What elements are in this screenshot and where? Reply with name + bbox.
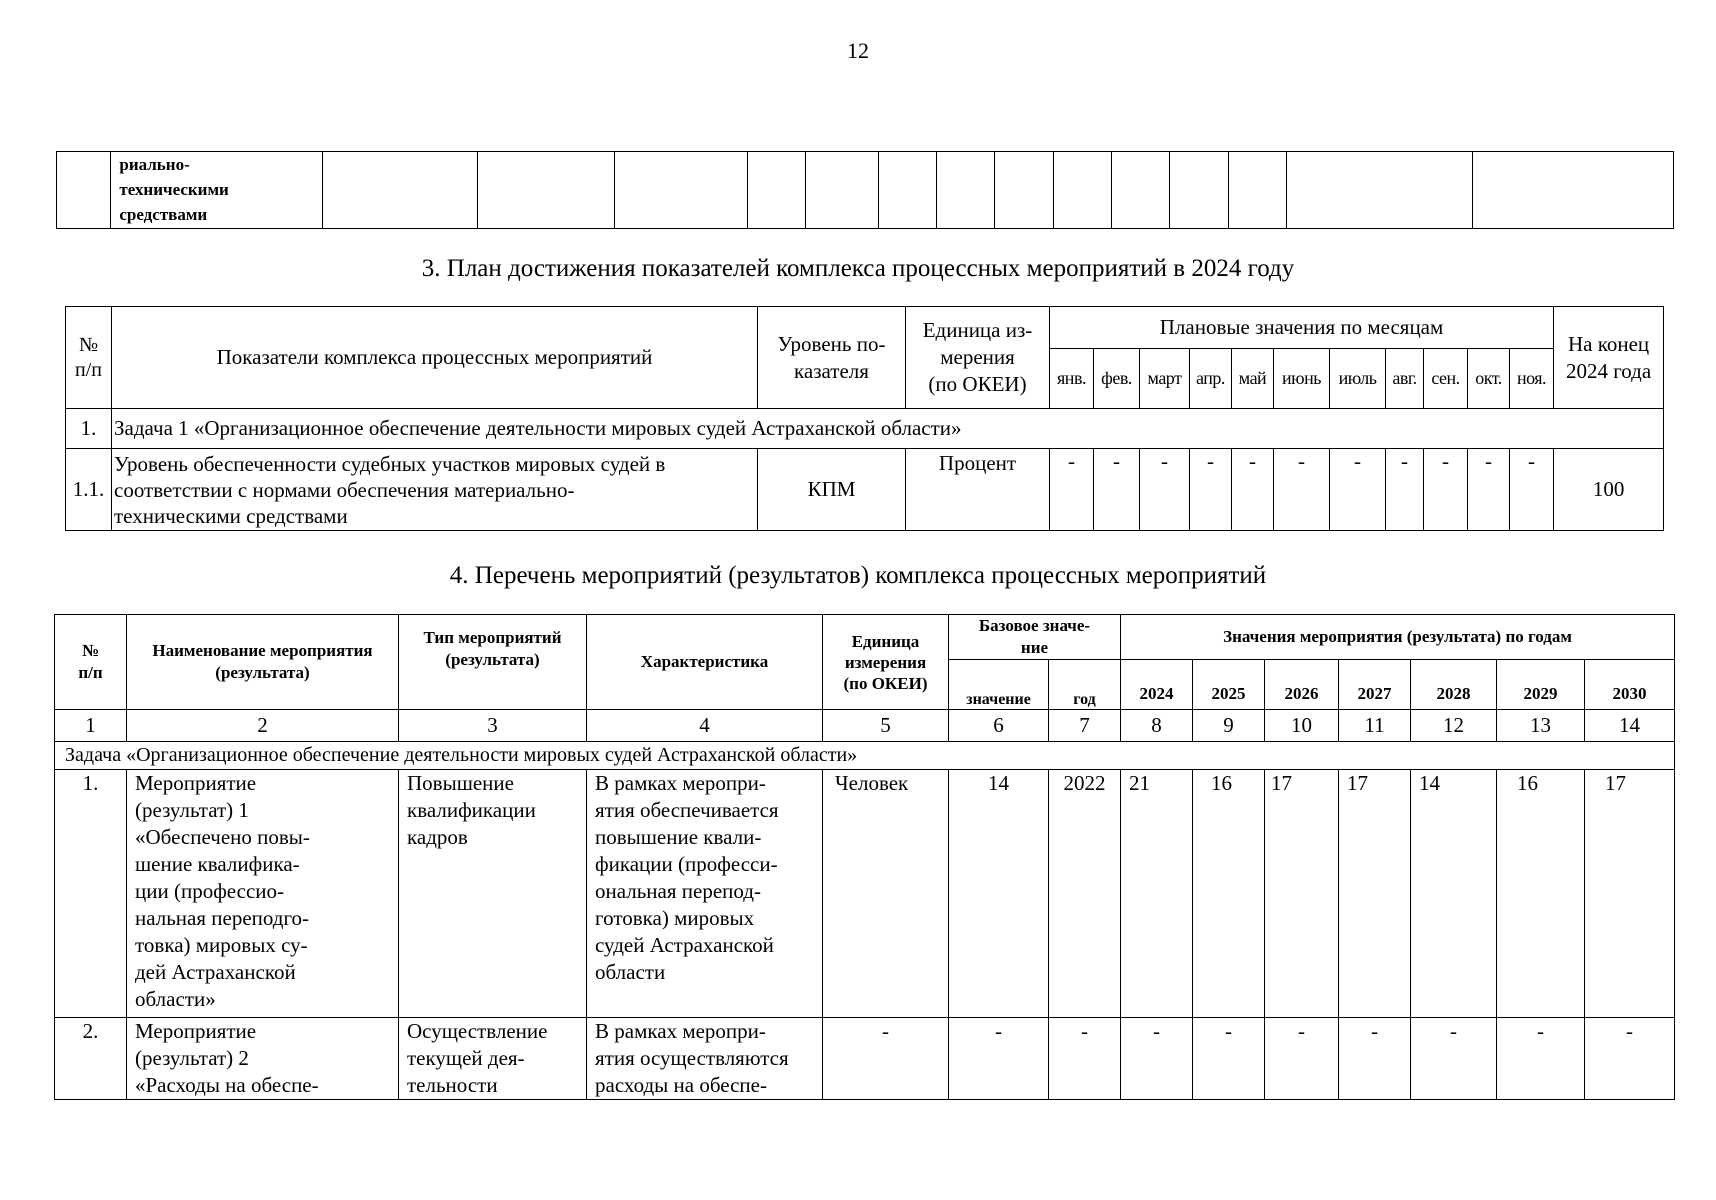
row-base-year: - <box>1049 1018 1121 1100</box>
row-characteristic: В рамках меропри- ятия осуществляются расходы на обеспе- <box>587 1018 823 1100</box>
row-value-2029: 16 <box>1497 770 1585 1018</box>
indicator-month-value: - <box>1094 449 1140 531</box>
indicator-month-value: - <box>1386 449 1424 531</box>
month-aug: авг. <box>1386 349 1424 409</box>
row-unit: Человек <box>823 770 949 1018</box>
row-value-2027: 17 <box>1339 770 1411 1018</box>
row-value-2024: 21 <box>1121 770 1193 1018</box>
s4-year-2028: 2028 <box>1411 660 1497 710</box>
column-number: 9 <box>1193 710 1265 742</box>
s4-task-text: Задача «Организационное обеспечение деятельности мировых судей Астраханской области» <box>55 742 1675 770</box>
row-value-2025: 16 <box>1193 770 1265 1018</box>
section4-table <box>54 614 1675 1100</box>
s4-header-values-by-year: Значения мероприятия (результата) по годам <box>1121 615 1675 660</box>
indicator-month-value: - <box>1190 449 1232 531</box>
indicator-month-value: - <box>1274 449 1330 531</box>
row-name: Мероприятие (результат) 2 «Расходы на обеспе- <box>127 1018 399 1100</box>
row-name: Мероприятие (результат) 1 «Обеспечено повы- шение квалифика- ции (профессио- нальная переподго- товка) мировых су- дей Астраханской области» <box>127 770 399 1018</box>
s4-header-base-year: год <box>1049 660 1121 710</box>
indicator-num: 1.1. <box>66 449 112 531</box>
row-value-2030: 17 <box>1585 770 1675 1018</box>
indicator-month-value: - <box>1510 449 1554 531</box>
indicator-month-value: - <box>1232 449 1274 531</box>
s4-header-num: № п/п <box>55 615 127 710</box>
row-num: 1. <box>55 770 127 1018</box>
s4-year-2026: 2026 <box>1265 660 1339 710</box>
table-row <box>55 1018 1675 1100</box>
s4-year-2027: 2027 <box>1339 660 1411 710</box>
indicator-level: КПМ <box>758 449 906 531</box>
row-num: 2. <box>55 1018 127 1100</box>
month-sep: сен. <box>1424 349 1468 409</box>
column-number: 11 <box>1339 710 1411 742</box>
header-year-end: На конец 2024 года <box>1554 307 1664 409</box>
row-characteristic: В рамках меропри- ятия обеспечивается повышение квали- фикации (професси- ональная перепод- готовка) мировых судей Астраханской области <box>587 770 823 1018</box>
column-number: 4 <box>587 710 823 742</box>
s4-year-2025: 2025 <box>1193 660 1265 710</box>
continued-table <box>56 151 1674 229</box>
row-value-2030: - <box>1585 1018 1675 1100</box>
row-base-value: 14 <box>949 770 1049 1018</box>
s4-header-unit: Единица измерения (по ОКЕИ) <box>823 615 949 710</box>
indicator-month-value: - <box>1050 449 1094 531</box>
s4-header-characteristic: Характеристика <box>587 615 823 710</box>
row-unit: - <box>823 1018 949 1100</box>
task-row <box>66 409 1664 449</box>
row-value-2029: - <box>1497 1018 1585 1100</box>
row-type: Повышение квалификации кадров <box>399 770 587 1018</box>
s4-year-2024: 2024 <box>1121 660 1193 710</box>
month-may: май <box>1232 349 1274 409</box>
month-jan: янв. <box>1050 349 1094 409</box>
header-level: Уровень по- казателя <box>758 307 906 409</box>
continued-cell-num <box>57 152 111 229</box>
header-num: № п/п <box>66 307 112 409</box>
row-value-2028: - <box>1411 1018 1497 1100</box>
table-row <box>55 770 1675 1018</box>
s4-header-base: Базовое значе- ние <box>949 615 1121 660</box>
column-number: 2 <box>127 710 399 742</box>
indicator-month-value: - <box>1140 449 1190 531</box>
column-number: 6 <box>949 710 1049 742</box>
column-number: 8 <box>1121 710 1193 742</box>
month-oct: окт. <box>1468 349 1510 409</box>
s4-header-type: Тип мероприятий (результата) <box>399 615 587 710</box>
row-value-2028: 14 <box>1411 770 1497 1018</box>
column-number: 13 <box>1497 710 1585 742</box>
task-text: Задача 1 «Организационное обеспечение деятельности мировых судей Астраханской области» <box>112 409 1664 449</box>
indicator-month-value: - <box>1330 449 1386 531</box>
month-jun: июнь <box>1274 349 1330 409</box>
row-value-2025: - <box>1193 1018 1265 1100</box>
s4-task-row <box>55 742 1675 770</box>
s4-year-2030: 2030 <box>1585 660 1675 710</box>
row-type: Осуществление текущей дея- тельности <box>399 1018 587 1100</box>
indicator-year-end: 100 <box>1554 449 1664 531</box>
continued-cell-text: риально- техническими средствами <box>111 152 322 229</box>
section3-title: 3. План достижения показателей комплекса процессных мероприятий в 2024 году <box>421 255 1295 282</box>
column-number: 10 <box>1265 710 1339 742</box>
column-number: 3 <box>399 710 587 742</box>
month-jul: июль <box>1330 349 1386 409</box>
s4-header-name: Наименование мероприятия (результата) <box>127 615 399 710</box>
row-value-2026: 17 <box>1265 770 1339 1018</box>
s4-year-2029: 2029 <box>1497 660 1585 710</box>
column-number: 14 <box>1585 710 1675 742</box>
column-number: 1 <box>55 710 127 742</box>
column-number: 5 <box>823 710 949 742</box>
month-mar: март <box>1140 349 1190 409</box>
section3-table <box>65 306 1664 531</box>
column-number: 7 <box>1049 710 1121 742</box>
page-number: 12 <box>847 38 869 63</box>
column-number: 12 <box>1411 710 1497 742</box>
month-feb: фев. <box>1094 349 1140 409</box>
indicator-row <box>66 449 1664 531</box>
row-value-2026: - <box>1265 1018 1339 1100</box>
indicator-text: Уровень обеспеченности судебных участков мировых судей в соответствии с нормами обеспечения материально- техническими средствами <box>112 449 758 531</box>
header-indicator: Показатели комплекса процессных мероприятий <box>112 307 758 409</box>
month-nov: ноя. <box>1510 349 1554 409</box>
row-value-2027: - <box>1339 1018 1411 1100</box>
s4-column-numbers-row <box>55 710 1675 742</box>
header-monthly: Плановые значения по месяцам <box>1050 307 1554 349</box>
row-value-2024: - <box>1121 1018 1193 1100</box>
indicator-month-value: - <box>1424 449 1468 531</box>
task-num: 1. <box>66 409 112 449</box>
indicator-month-value: - <box>1468 449 1510 531</box>
row-base-year: 2022 <box>1049 770 1121 1018</box>
s4-header-base-value: значение <box>949 660 1049 710</box>
section4-title: 4. Перечень мероприятий (результатов) комплекса процессных мероприятий <box>449 562 1267 589</box>
month-apr: апр. <box>1190 349 1232 409</box>
indicator-unit: Процент <box>906 449 1050 531</box>
header-unit: Единица из- мерения (по ОКЕИ) <box>906 307 1050 409</box>
row-base-value: - <box>949 1018 1049 1100</box>
